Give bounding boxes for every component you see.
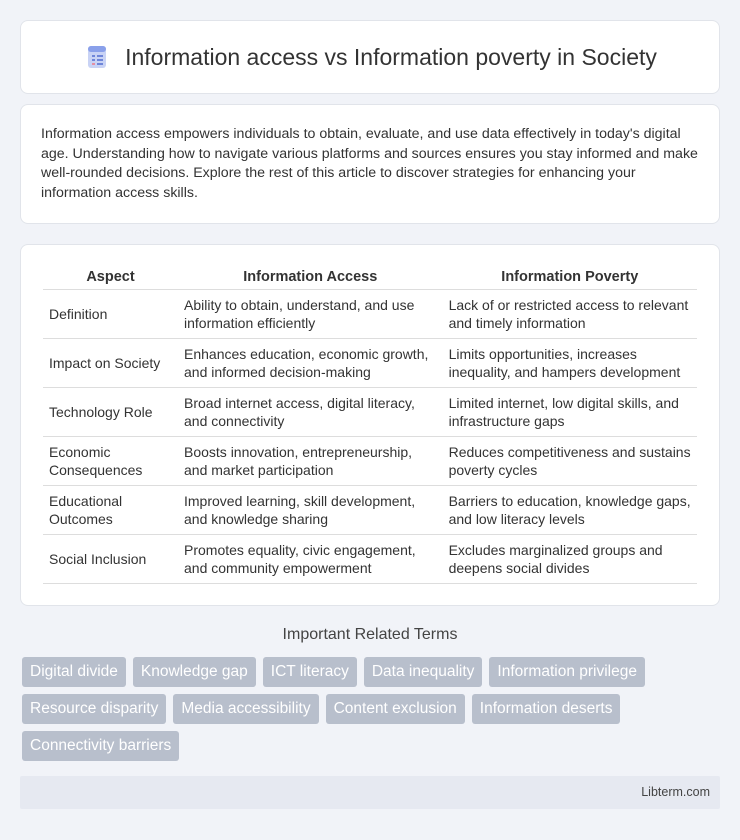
- footer-site-link[interactable]: Libterm.com: [641, 785, 710, 799]
- term-tag[interactable]: Connectivity barriers: [22, 731, 179, 761]
- poverty-cell: Limited internet, low digital skills, and infrastructure gaps: [443, 388, 697, 437]
- table-header-row: [43, 265, 697, 290]
- aspect-cell: Educational Outcomes: [43, 486, 178, 535]
- aspect-cell: Economic Consequences: [43, 437, 178, 486]
- term-tag[interactable]: Information deserts: [472, 694, 621, 724]
- term-tag[interactable]: Digital divide: [22, 657, 126, 687]
- header-card: [20, 20, 720, 94]
- poverty-cell: Reduces competitiveness and sustains poverty cycles: [443, 437, 697, 486]
- aspect-cell: Social Inclusion: [43, 535, 178, 584]
- aspect-cell: Definition: [43, 290, 178, 339]
- table-row: [43, 339, 697, 388]
- term-tag[interactable]: Information privilege: [489, 657, 645, 687]
- intro-text: Information access empowers individuals to obtain, evaluate, and use data effectively in today's digital age. Understanding how to navigate various platforms and sources ensures you stay informed and make well-rounded decisions. Explore the rest of this article to discover strategies for enhancing your information access skills.: [41, 126, 698, 201]
- term-tag[interactable]: Content exclusion: [326, 694, 465, 724]
- header-information-poverty: Information Poverty: [443, 265, 697, 290]
- table-row: [43, 290, 697, 339]
- table-row: [43, 486, 697, 535]
- access-cell: Enhances education, economic growth, and informed decision-making: [178, 339, 443, 388]
- table-row: [43, 388, 697, 437]
- related-terms-tags: [22, 657, 722, 761]
- comparison-card: [20, 244, 720, 606]
- access-cell: Ability to obtain, understand, and use information efficiently: [178, 290, 443, 339]
- related-terms-section: [0, 626, 740, 658]
- table-row: [43, 535, 697, 584]
- document-icon: [83, 43, 111, 71]
- poverty-cell: Lack of or restricted access to relevant and timely information: [443, 290, 697, 339]
- term-tag[interactable]: Media accessibility: [173, 694, 318, 724]
- term-tag[interactable]: ICT literacy: [263, 657, 357, 687]
- aspect-cell: Technology Role: [43, 388, 178, 437]
- term-tag[interactable]: Data inequality: [364, 657, 483, 687]
- access-cell: Broad internet access, digital literacy, and connectivity: [178, 388, 443, 437]
- poverty-cell: Excludes marginalized groups and deepens social divides: [443, 535, 697, 584]
- aspect-cell: Impact on Society: [43, 339, 178, 388]
- poverty-cell: Barriers to education, knowledge gaps, and low literacy levels: [443, 486, 697, 535]
- header-aspect: Aspect: [43, 265, 178, 290]
- footer: [20, 776, 720, 809]
- access-cell: Promotes equality, civic engagement, and community empowerment: [178, 535, 443, 584]
- related-terms-title: Important Related Terms: [282, 626, 458, 643]
- access-cell: Boosts innovation, entrepreneurship, and market participation: [178, 437, 443, 486]
- access-cell: Improved learning, skill development, and knowledge sharing: [178, 486, 443, 535]
- table-row: [43, 437, 697, 486]
- term-tag[interactable]: Resource disparity: [22, 694, 166, 724]
- term-tag[interactable]: Knowledge gap: [133, 657, 256, 687]
- page-title: Information access vs Information poverty in Society: [125, 43, 657, 70]
- poverty-cell: Limits opportunities, increases inequality, and hampers development: [443, 339, 697, 388]
- comparison-table: [43, 265, 697, 584]
- header-information-access: Information Access: [178, 265, 443, 290]
- intro-card: [20, 104, 720, 224]
